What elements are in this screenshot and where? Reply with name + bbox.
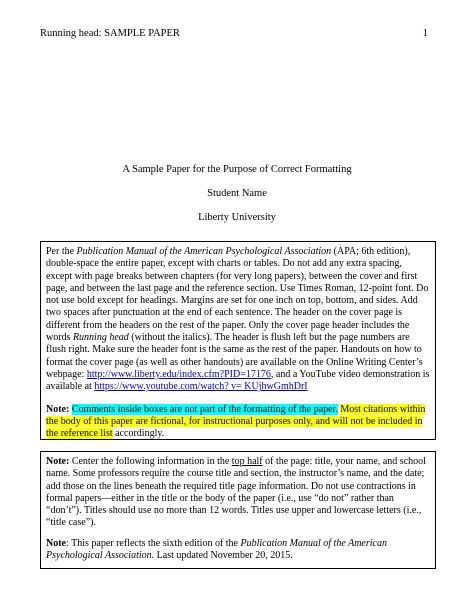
text-run: accordingly. xyxy=(112,428,165,440)
highlighted-citation-note: Most citations within the body of this paper are fictional, for instructional purposes only, and will not be included in the reference list xyxy=(46,403,426,440)
title-block xyxy=(40,158,434,230)
text-run: Center the following information in the xyxy=(69,456,232,467)
highlighted-comment: Comments inside boxes are not part of the formatting of the paper. xyxy=(71,403,338,415)
text-run: (APA; 6th edition), double-space the entire paper, except with charts or tables. Do not add any extra spacing, except with page breaks between chapters (for very long papers), between the cover and first page, and between the last page and the reference section. Use Times Roman, 12-point font. Do not use bold except for headings. Margins are set for one inch on top, bottom, and sides. Add two spaces after punctuation at the end of each sentence. The header on the cover page is different from the headers on the rest of the paper. Only the cover page header includes the words xyxy=(46,246,429,344)
top-half-underline: top half xyxy=(231,456,263,467)
text-run: of the page: title, your name, and school name. Some professors require the course title and section, the instructor’s name, and the date; add those on the lines beneath the required title page information. Do not use contractions in formal papers—either in the title or the body of the paper (i.e., use “do not” rather than “don’t”). Titles should use no more than 12 words. Titles use upper and lowercase letters (i.e., “title case”). xyxy=(46,456,426,529)
manual-title-italic: Publication Manual of the American Psychological Association xyxy=(76,246,332,257)
text-run: , and a YouTube video demonstration is available at xyxy=(46,368,430,393)
text-run: (without the italics). The header is flush left but the page numbers are flush right. Make sure the header font is the same as the rest of the paper. Handouts on how to format the cover page (as well as other handouts) are available on the Online Writing Center’s webpage: xyxy=(46,332,423,380)
manual-title-italic: Publication Manual of the American Psychological Association. xyxy=(46,537,387,562)
page-number: 1 xyxy=(422,28,428,39)
comments-note-paragraph xyxy=(46,404,430,441)
text-run: Per the xyxy=(46,246,77,257)
institution-name: Liberty University xyxy=(198,212,276,223)
title-page-note-box xyxy=(40,451,436,569)
running-head-italic: Running head xyxy=(72,332,129,344)
text-run: Last updated November 20, 2015. xyxy=(154,550,293,562)
note-label: Note: xyxy=(46,403,70,415)
note-label: Note: xyxy=(46,456,70,467)
youtube-link[interactable]: https://www.youtube.com/watch? v= KUjhwGmhDrI xyxy=(94,381,308,393)
formatting-note-box xyxy=(40,241,436,440)
writing-center-link[interactable]: http://www.liberty.edu/index.cfm?PID=17176 xyxy=(86,368,271,380)
title-page-instructions-paragraph xyxy=(46,456,430,530)
edition-note-paragraph xyxy=(46,538,430,563)
note-label: Note xyxy=(46,537,66,549)
running-head: Running head: SAMPLE PAPER xyxy=(40,28,180,39)
formatting-instructions-paragraph xyxy=(46,246,430,394)
text-run: : This paper reflects the sixth edition of the xyxy=(66,537,241,549)
paper-title: A Sample Paper for the Purpose of Correct Formatting xyxy=(122,164,352,175)
author-name: Student Name xyxy=(207,188,267,199)
